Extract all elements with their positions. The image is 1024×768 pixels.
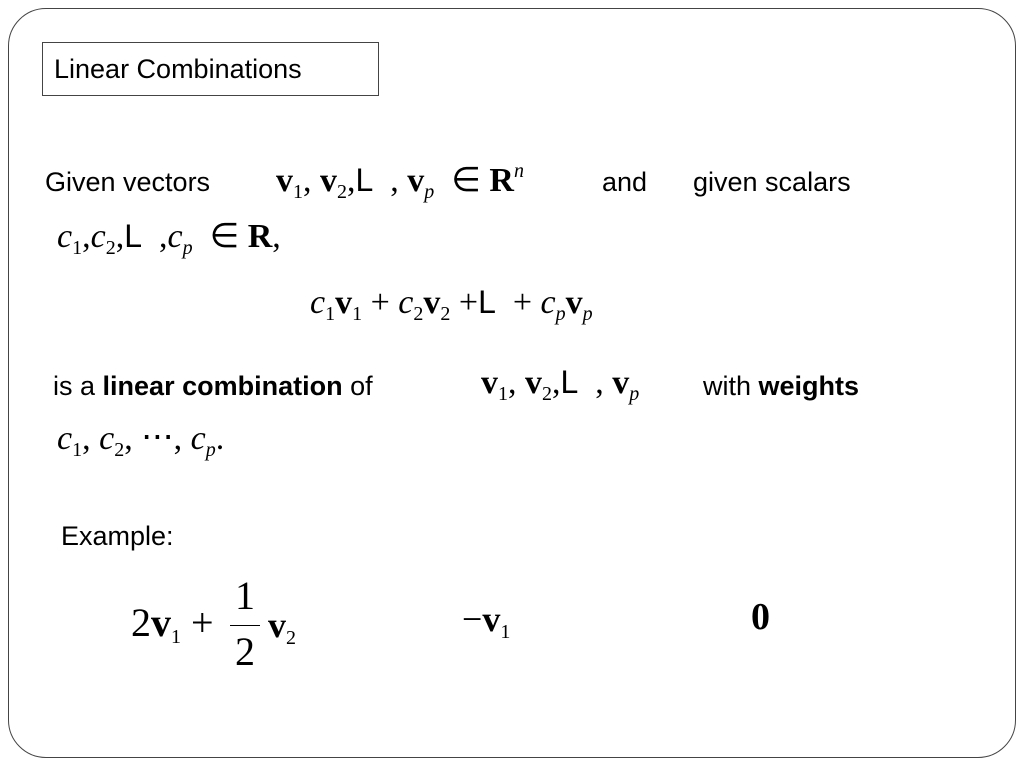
text-linear-combination: linear combination: [102, 371, 343, 401]
example-coef-two: 2: [131, 600, 151, 645]
text-with: with: [703, 371, 752, 401]
example-label: Example:: [61, 521, 174, 551]
text-given-vectors: Given vectors: [45, 167, 211, 197]
example-expression-1: $2v_1$ +: [131, 600, 214, 648]
example-zero-vector: 0: [751, 596, 770, 638]
slide-title: Linear Combinations: [54, 54, 302, 84]
text-given-scalars: given scalars: [693, 167, 851, 197]
text-is-a: is a: [53, 371, 96, 401]
text-and: and: [602, 167, 648, 197]
example-v2: $v_2$: [268, 605, 296, 649]
math-weights-list: $c_1$, $c_2$, ⋅⋅⋅, $c_p$.: [57, 420, 225, 461]
text-line3: [53, 373, 373, 400]
math-scalar-list: $c_1,c_2,L$ $,c_p$ ∈ R,: [57, 218, 281, 259]
fraction-denominator: 2: [235, 629, 255, 674]
text-with-weights: [703, 373, 859, 400]
text-weights: weights: [758, 371, 860, 401]
example-neg-v1: $-v_1$: [462, 599, 511, 643]
fraction-bar: [230, 625, 260, 626]
math-vector-list-2: $v_1$, $v_2,L$ , $v_p$: [481, 364, 640, 405]
fraction-numerator: 1: [235, 573, 255, 618]
math-vector-list: $v_1$, $v_2,L$ , $v_p$ ∈ $R^n$: [276, 160, 524, 203]
math-linear-combination: $c_1v_1 + c_2v_2 +L + c_pv_p$: [310, 284, 593, 325]
text-of: of: [350, 371, 373, 401]
